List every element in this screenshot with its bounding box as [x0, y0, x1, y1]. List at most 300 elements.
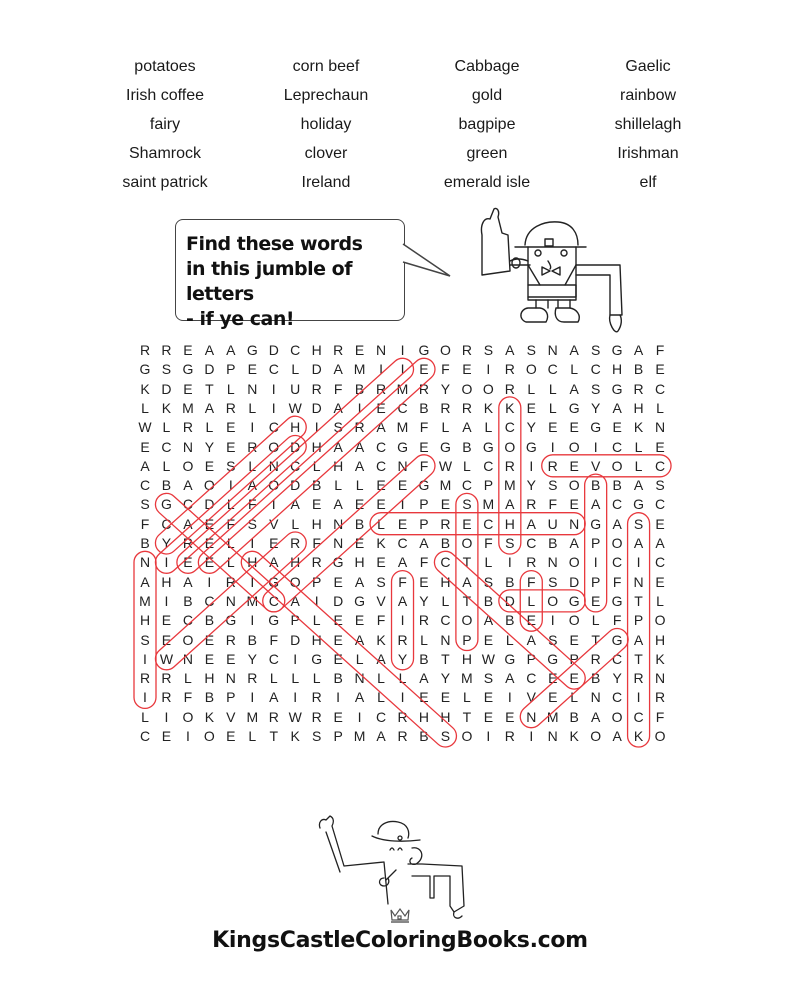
- grid-letter[interactable]: A: [526, 631, 536, 648]
- grid-letter[interactable]: I: [529, 728, 534, 744]
- grid-letter[interactable]: H: [612, 361, 623, 378]
- grid-letter[interactable]: C: [654, 554, 666, 571]
- grid-letter[interactable]: L: [141, 399, 149, 416]
- grid-letter[interactable]: K: [483, 399, 494, 416]
- grid-letter[interactable]: D: [290, 631, 301, 648]
- grid-letter[interactable]: E: [569, 457, 579, 474]
- grid-letter[interactable]: A: [204, 342, 215, 358]
- grid-letter[interactable]: D: [268, 342, 279, 358]
- grid-letter[interactable]: Y: [204, 438, 215, 455]
- grid-letter[interactable]: F: [441, 361, 450, 378]
- grid-letter[interactable]: C: [204, 592, 215, 609]
- grid-letter[interactable]: G: [225, 612, 237, 629]
- grid-letter[interactable]: B: [354, 515, 365, 532]
- grid-letter[interactable]: G: [161, 496, 172, 513]
- grid-letter[interactable]: R: [590, 650, 601, 667]
- grid-letter[interactable]: U: [547, 515, 558, 532]
- grid-letter[interactable]: C: [161, 438, 172, 455]
- grid-letter[interactable]: C: [483, 457, 494, 474]
- grid-letter[interactable]: L: [548, 380, 557, 397]
- grid-letter[interactable]: H: [139, 612, 151, 629]
- grid-letter[interactable]: A: [505, 670, 515, 687]
- grid-letter[interactable]: E: [376, 554, 386, 571]
- grid-letter[interactable]: I: [250, 612, 255, 629]
- grid-letter[interactable]: C: [375, 708, 387, 725]
- grid-letter[interactable]: C: [612, 554, 623, 571]
- grid-letter[interactable]: A: [419, 535, 429, 551]
- grid-letter[interactable]: S: [548, 477, 558, 494]
- grid-letter[interactable]: D: [504, 592, 515, 609]
- grid-letter[interactable]: S: [633, 515, 644, 532]
- grid-letter[interactable]: N: [526, 708, 537, 725]
- grid-letter[interactable]: L: [398, 670, 407, 687]
- grid-letter[interactable]: W: [481, 650, 495, 667]
- grid-letter[interactable]: B: [483, 592, 494, 609]
- grid-letter[interactable]: I: [550, 612, 555, 629]
- grid-letter[interactable]: R: [225, 631, 236, 648]
- grid-letter[interactable]: S: [548, 631, 558, 648]
- grid-letter[interactable]: O: [568, 554, 580, 571]
- grid-letter[interactable]: I: [271, 399, 276, 416]
- grid-letter[interactable]: R: [504, 728, 515, 744]
- grid-letter[interactable]: S: [483, 670, 494, 687]
- grid-letter[interactable]: I: [143, 689, 147, 706]
- grid-letter[interactable]: D: [161, 380, 172, 397]
- grid-letter[interactable]: A: [376, 650, 386, 667]
- grid-letter[interactable]: L: [184, 670, 192, 687]
- grid-letter[interactable]: M: [353, 728, 366, 744]
- grid-letter[interactable]: L: [291, 361, 300, 378]
- grid-letter[interactable]: T: [634, 592, 643, 609]
- grid-letter[interactable]: P: [483, 477, 494, 494]
- grid-letter[interactable]: I: [357, 399, 362, 416]
- grid-letter[interactable]: T: [634, 650, 643, 667]
- grid-letter[interactable]: E: [161, 612, 172, 629]
- grid-letter[interactable]: L: [226, 535, 235, 551]
- grid-letter[interactable]: A: [483, 612, 494, 629]
- grid-letter[interactable]: O: [182, 631, 194, 648]
- grid-letter[interactable]: H: [654, 631, 666, 648]
- grid-letter[interactable]: B: [590, 477, 601, 494]
- grid-letter[interactable]: L: [570, 689, 579, 706]
- grid-letter[interactable]: P: [226, 689, 236, 706]
- grid-letter[interactable]: A: [462, 573, 472, 590]
- grid-letter[interactable]: G: [568, 399, 580, 416]
- grid-letter[interactable]: P: [526, 650, 536, 667]
- grid-letter[interactable]: R: [354, 419, 365, 436]
- grid-letter[interactable]: R: [161, 670, 172, 687]
- grid-letter[interactable]: B: [312, 477, 322, 494]
- grid-letter[interactable]: N: [547, 554, 558, 571]
- grid-letter[interactable]: E: [312, 496, 322, 513]
- grid-letter[interactable]: D: [204, 496, 215, 513]
- grid-letter[interactable]: I: [314, 592, 319, 609]
- grid-letter[interactable]: O: [289, 573, 301, 590]
- grid-letter[interactable]: T: [591, 631, 600, 648]
- grid-letter[interactable]: I: [164, 708, 169, 725]
- grid-letter[interactable]: H: [311, 515, 322, 532]
- grid-letter[interactable]: I: [250, 535, 255, 551]
- grid-letter[interactable]: P: [462, 631, 472, 648]
- grid-letter[interactable]: G: [611, 342, 623, 358]
- grid-letter[interactable]: G: [268, 573, 280, 590]
- grid-letter[interactable]: C: [268, 419, 279, 436]
- grid-letter[interactable]: O: [611, 457, 623, 474]
- grid-letter[interactable]: C: [483, 515, 494, 532]
- grid-letter[interactable]: F: [655, 708, 665, 725]
- grid-letter[interactable]: A: [247, 477, 257, 494]
- grid-letter[interactable]: O: [461, 535, 473, 551]
- grid-letter[interactable]: R: [247, 438, 258, 455]
- grid-letter[interactable]: A: [633, 631, 644, 648]
- grid-letter[interactable]: Y: [397, 650, 408, 667]
- grid-letter[interactable]: M: [139, 592, 151, 609]
- grid-letter[interactable]: C: [526, 535, 537, 551]
- grid-letter[interactable]: Y: [440, 380, 451, 397]
- grid-letter[interactable]: E: [204, 554, 215, 571]
- grid-letter[interactable]: I: [314, 419, 319, 436]
- grid-letter[interactable]: N: [547, 728, 558, 744]
- grid-letter[interactable]: P: [312, 573, 322, 590]
- grid-letter[interactable]: A: [333, 438, 343, 455]
- grid-letter[interactable]: C: [161, 515, 172, 532]
- grid-letter[interactable]: B: [183, 592, 193, 609]
- grid-letter[interactable]: C: [139, 477, 151, 494]
- grid-letter[interactable]: E: [333, 631, 343, 648]
- grid-letter[interactable]: A: [569, 342, 579, 358]
- grid-letter[interactable]: R: [375, 380, 387, 397]
- grid-letter[interactable]: F: [526, 573, 536, 590]
- grid-letter[interactable]: A: [183, 515, 193, 532]
- grid-letter[interactable]: K: [633, 728, 644, 744]
- grid-letter[interactable]: E: [655, 573, 665, 590]
- grid-letter[interactable]: I: [379, 361, 383, 378]
- grid-letter[interactable]: L: [441, 419, 450, 436]
- grid-letter[interactable]: D: [333, 592, 344, 609]
- grid-letter[interactable]: A: [612, 399, 622, 416]
- grid-letter[interactable]: L: [484, 419, 493, 436]
- grid-letter[interactable]: C: [182, 496, 193, 513]
- grid-letter[interactable]: E: [440, 689, 451, 706]
- grid-letter[interactable]: G: [439, 438, 451, 455]
- grid-letter[interactable]: L: [334, 477, 343, 494]
- grid-letter[interactable]: O: [439, 342, 451, 358]
- grid-letter[interactable]: I: [207, 573, 212, 590]
- grid-letter[interactable]: I: [486, 728, 491, 744]
- grid-letter[interactable]: T: [462, 554, 472, 571]
- grid-letter[interactable]: S: [161, 361, 172, 378]
- grid-letter[interactable]: K: [204, 708, 215, 725]
- grid-letter[interactable]: A: [569, 535, 579, 551]
- grid-letter[interactable]: B: [161, 477, 172, 494]
- grid-letter[interactable]: F: [248, 496, 257, 513]
- grid-letter[interactable]: G: [397, 438, 408, 455]
- grid-letter[interactable]: K: [140, 380, 150, 397]
- grid-letter[interactable]: C: [397, 535, 408, 551]
- grid-letter[interactable]: E: [376, 399, 386, 416]
- grid-letter[interactable]: L: [591, 612, 600, 629]
- grid-letter[interactable]: F: [612, 573, 622, 590]
- grid-letter[interactable]: F: [419, 554, 429, 571]
- grid-letter[interactable]: R: [311, 689, 322, 706]
- grid-letter[interactable]: M: [396, 419, 409, 436]
- grid-letter[interactable]: B: [204, 612, 215, 629]
- grid-letter[interactable]: P: [590, 535, 601, 551]
- grid-letter[interactable]: O: [547, 592, 559, 609]
- grid-letter[interactable]: Y: [419, 592, 429, 609]
- grid-letter[interactable]: E: [269, 535, 279, 551]
- grid-letter[interactable]: C: [654, 457, 666, 474]
- grid-letter[interactable]: A: [505, 342, 515, 358]
- grid-letter[interactable]: N: [333, 535, 344, 551]
- grid-letter[interactable]: E: [569, 670, 579, 687]
- grid-letter[interactable]: O: [461, 612, 473, 629]
- grid-letter[interactable]: O: [203, 477, 215, 494]
- grid-letter[interactable]: R: [461, 399, 472, 416]
- grid-letter[interactable]: I: [593, 554, 598, 571]
- grid-letter[interactable]: S: [526, 342, 536, 358]
- grid-letter[interactable]: A: [140, 457, 150, 474]
- grid-letter[interactable]: E: [333, 573, 343, 590]
- grid-letter[interactable]: O: [654, 612, 666, 629]
- grid-letter[interactable]: S: [483, 342, 494, 358]
- grid-letter[interactable]: I: [293, 650, 298, 667]
- grid-letter[interactable]: U: [290, 380, 301, 397]
- grid-letter[interactable]: O: [654, 728, 666, 744]
- grid-letter[interactable]: L: [634, 438, 643, 455]
- grid-letter[interactable]: I: [507, 689, 512, 706]
- grid-letter[interactable]: F: [612, 612, 622, 629]
- grid-letter[interactable]: B: [333, 670, 343, 687]
- grid-letter[interactable]: R: [161, 342, 172, 358]
- grid-letter[interactable]: L: [226, 380, 235, 397]
- grid-letter[interactable]: S: [247, 515, 257, 532]
- grid-letter[interactable]: O: [611, 535, 623, 551]
- grid-letter[interactable]: G: [504, 650, 516, 667]
- grid-letter[interactable]: N: [354, 670, 365, 687]
- grid-letter[interactable]: H: [204, 670, 215, 687]
- grid-letter[interactable]: R: [161, 689, 172, 706]
- grid-letter[interactable]: Y: [161, 535, 172, 551]
- grid-letter[interactable]: B: [590, 670, 601, 687]
- grid-letter[interactable]: I: [550, 438, 555, 455]
- grid-letter[interactable]: V: [590, 457, 601, 474]
- grid-letter[interactable]: R: [504, 361, 515, 378]
- grid-letter[interactable]: Y: [526, 477, 536, 494]
- grid-letter[interactable]: C: [440, 612, 451, 629]
- grid-letter[interactable]: A: [354, 573, 365, 590]
- grid-letter[interactable]: N: [590, 689, 601, 706]
- grid-letter[interactable]: Y: [247, 650, 257, 667]
- grid-letter[interactable]: S: [590, 342, 601, 358]
- grid-letter[interactable]: I: [400, 342, 405, 358]
- grid-letter[interactable]: A: [333, 496, 343, 513]
- grid-letter[interactable]: E: [161, 631, 172, 648]
- grid-letter[interactable]: M: [246, 708, 259, 725]
- grid-letter[interactable]: E: [397, 477, 408, 494]
- grid-letter[interactable]: L: [248, 457, 257, 474]
- grid-letter[interactable]: B: [140, 535, 150, 551]
- grid-letter[interactable]: E: [419, 361, 429, 378]
- grid-letter[interactable]: M: [182, 399, 194, 416]
- grid-letter[interactable]: R: [182, 535, 193, 551]
- grid-letter[interactable]: C: [612, 689, 623, 706]
- grid-letter[interactable]: N: [654, 670, 666, 687]
- grid-letter[interactable]: A: [354, 457, 365, 474]
- grid-letter[interactable]: T: [441, 650, 450, 667]
- grid-letter[interactable]: L: [291, 670, 300, 687]
- grid-letter[interactable]: A: [269, 689, 279, 706]
- grid-letter[interactable]: H: [440, 708, 451, 725]
- grid-letter[interactable]: L: [570, 361, 579, 378]
- grid-letter[interactable]: E: [376, 477, 386, 494]
- grid-letter[interactable]: T: [205, 380, 214, 397]
- grid-letter[interactable]: R: [633, 670, 644, 687]
- grid-letter[interactable]: N: [225, 670, 236, 687]
- grid-letter[interactable]: F: [548, 496, 558, 513]
- grid-letter[interactable]: R: [633, 380, 644, 397]
- grid-letter[interactable]: V: [226, 708, 236, 725]
- grid-letter[interactable]: R: [139, 670, 151, 687]
- grid-letter[interactable]: F: [269, 631, 279, 648]
- grid-letter[interactable]: F: [419, 419, 429, 436]
- grid-letter[interactable]: R: [139, 342, 151, 358]
- grid-letter[interactable]: I: [593, 438, 598, 455]
- grid-letter[interactable]: L: [377, 515, 385, 532]
- grid-letter[interactable]: A: [354, 438, 365, 455]
- grid-letter[interactable]: O: [590, 728, 602, 744]
- grid-letter[interactable]: F: [312, 535, 321, 551]
- grid-letter[interactable]: C: [590, 361, 601, 378]
- grid-letter[interactable]: P: [569, 650, 579, 667]
- grid-letter[interactable]: H: [440, 573, 451, 590]
- grid-letter[interactable]: V: [526, 689, 536, 706]
- grid-letter[interactable]: L: [269, 670, 278, 687]
- grid-letter[interactable]: L: [248, 728, 257, 744]
- grid-letter[interactable]: L: [656, 399, 664, 416]
- grid-letter[interactable]: L: [312, 612, 321, 629]
- grid-letter[interactable]: G: [246, 342, 258, 358]
- grid-letter[interactable]: E: [483, 708, 494, 725]
- grid-letter[interactable]: B: [247, 631, 257, 648]
- grid-letter[interactable]: O: [203, 728, 215, 744]
- grid-letter[interactable]: R: [504, 380, 515, 397]
- grid-letter[interactable]: G: [182, 361, 194, 378]
- grid-letter[interactable]: C: [375, 457, 387, 474]
- grid-letter[interactable]: R: [461, 342, 472, 358]
- grid-letter[interactable]: L: [656, 592, 664, 609]
- grid-letter[interactable]: E: [183, 554, 193, 571]
- grid-letter[interactable]: H: [161, 573, 172, 590]
- grid-letter[interactable]: H: [418, 708, 430, 725]
- grid-letter[interactable]: E: [376, 496, 386, 513]
- grid-letter[interactable]: P: [633, 612, 644, 629]
- grid-letter[interactable]: S: [590, 380, 601, 397]
- grid-letter[interactable]: R: [311, 380, 322, 397]
- grid-letter[interactable]: K: [655, 650, 665, 667]
- grid-letter[interactable]: M: [546, 708, 559, 725]
- grid-letter[interactable]: A: [354, 631, 365, 648]
- grid-letter[interactable]: E: [161, 728, 172, 744]
- grid-letter[interactable]: F: [376, 612, 386, 629]
- grid-letter[interactable]: E: [462, 515, 472, 532]
- grid-letter[interactable]: H: [311, 342, 322, 358]
- grid-letter[interactable]: L: [312, 670, 321, 687]
- grid-letter[interactable]: R: [333, 342, 344, 358]
- grid-letter[interactable]: S: [140, 496, 150, 513]
- grid-letter[interactable]: B: [569, 708, 579, 725]
- grid-letter[interactable]: A: [290, 592, 300, 609]
- grid-letter[interactable]: Y: [612, 670, 622, 687]
- grid-letter[interactable]: F: [655, 342, 665, 358]
- grid-letter[interactable]: A: [590, 496, 601, 513]
- grid-letter[interactable]: K: [633, 419, 644, 436]
- grid-letter[interactable]: K: [376, 535, 386, 551]
- grid-letter[interactable]: E: [548, 419, 558, 436]
- grid-letter[interactable]: L: [248, 399, 257, 416]
- grid-letter[interactable]: G: [354, 592, 366, 609]
- grid-letter[interactable]: H: [504, 515, 515, 532]
- grid-letter[interactable]: I: [228, 477, 233, 494]
- grid-letter[interactable]: B: [204, 689, 215, 706]
- grid-letter[interactable]: I: [293, 689, 298, 706]
- grid-letter[interactable]: L: [226, 554, 235, 571]
- grid-letter[interactable]: A: [612, 515, 622, 532]
- grid-letter[interactable]: C: [612, 438, 623, 455]
- grid-letter[interactable]: D: [311, 361, 322, 378]
- grid-letter[interactable]: N: [182, 650, 193, 667]
- grid-letter[interactable]: R: [311, 554, 322, 571]
- grid-letter[interactable]: K: [290, 728, 300, 744]
- grid-letter[interactable]: O: [268, 477, 280, 494]
- grid-letter[interactable]: E: [419, 438, 429, 455]
- grid-letter[interactable]: N: [569, 515, 580, 532]
- grid-letter[interactable]: E: [569, 419, 579, 436]
- grid-letter[interactable]: C: [654, 380, 666, 397]
- grid-letter[interactable]: S: [226, 457, 236, 474]
- grid-letter[interactable]: A: [376, 728, 386, 744]
- grid-letter[interactable]: P: [419, 515, 429, 532]
- grid-letter[interactable]: L: [377, 689, 385, 706]
- grid-letter[interactable]: M: [482, 496, 495, 513]
- grid-letter[interactable]: E: [655, 515, 665, 532]
- grid-letter[interactable]: W: [438, 457, 453, 474]
- grid-letter[interactable]: G: [590, 419, 602, 436]
- grid-letter[interactable]: E: [419, 573, 429, 590]
- grid-letter[interactable]: A: [462, 419, 472, 436]
- grid-letter[interactable]: E: [655, 361, 665, 378]
- grid-letter[interactable]: R: [247, 670, 258, 687]
- grid-letter[interactable]: E: [419, 689, 429, 706]
- grid-letter[interactable]: B: [462, 438, 472, 455]
- grid-letter[interactable]: E: [354, 342, 365, 358]
- grid-letter[interactable]: A: [354, 689, 365, 706]
- grid-letter[interactable]: K: [161, 399, 172, 416]
- grid-letter[interactable]: E: [333, 612, 343, 629]
- grid-letter[interactable]: B: [354, 380, 365, 397]
- grid-letter[interactable]: I: [636, 689, 641, 706]
- grid-letter[interactable]: E: [569, 496, 579, 513]
- grid-letter[interactable]: O: [504, 438, 516, 455]
- grid-letter[interactable]: B: [505, 612, 515, 629]
- grid-letter[interactable]: C: [139, 728, 151, 744]
- grid-letter[interactable]: G: [332, 554, 344, 571]
- grid-letter[interactable]: L: [527, 592, 536, 609]
- grid-letter[interactable]: Y: [590, 399, 601, 416]
- grid-letter[interactable]: B: [548, 535, 558, 551]
- grid-letter[interactable]: R: [526, 496, 537, 513]
- grid-letter[interactable]: O: [482, 380, 494, 397]
